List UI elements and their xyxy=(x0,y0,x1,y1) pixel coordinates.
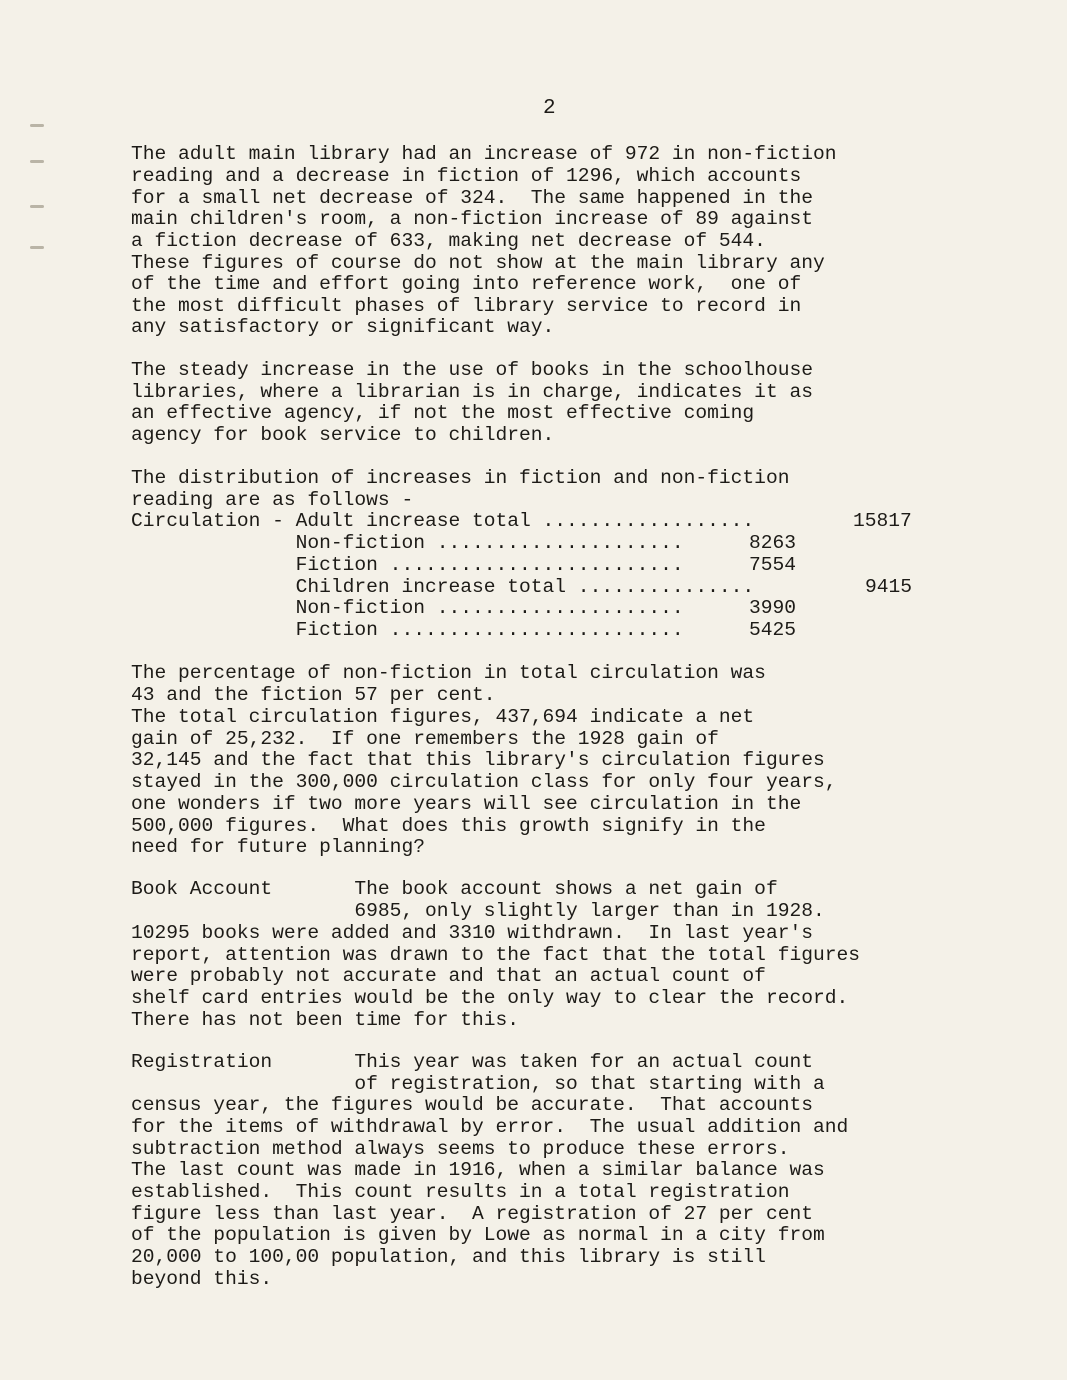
text-line: census year, the figures would be accurate. That accounts xyxy=(131,1094,813,1116)
text-line: the most difficult phases of library service to record in xyxy=(131,295,802,317)
text-line: established. This count results in a total registration xyxy=(131,1181,790,1203)
text-line: were probably not accurate and that an actual count of xyxy=(131,965,766,987)
table-total: 15817 xyxy=(853,510,912,532)
text-line: report, attention was drawn to the fact that the total figures xyxy=(131,944,861,966)
text-line: for a small net decrease of 324. The same happened in the xyxy=(131,187,813,209)
table-subvalue: 7554 xyxy=(749,554,797,576)
table-subvalue: 8263 xyxy=(749,532,797,554)
text-line: There has not been time for this. xyxy=(131,1009,520,1031)
text-line: an effective agency, if not the most effective coming xyxy=(131,402,755,424)
table-subvalue: 3990 xyxy=(749,597,797,619)
text-line: need for future planning? xyxy=(131,836,425,858)
text-line: figure less than last year. A registration of 27 per cent xyxy=(131,1203,813,1225)
text-line: shelf card entries would be the only way to clear the record. xyxy=(131,987,849,1009)
text-line: reading and a decrease in fiction of 1296, which accounts xyxy=(131,165,802,187)
table-row-label: Fiction ......................... xyxy=(131,619,684,641)
text-line: 10295 books were added and 3310 withdrawn. In last year's xyxy=(131,922,813,944)
text-line: reading are as follows - xyxy=(131,489,414,511)
text-line: 43 and the fiction 57 per cent. xyxy=(131,684,496,706)
table-row-label: Fiction ......................... xyxy=(131,554,684,576)
text-line: 6985, only slightly larger than in 1928. xyxy=(131,900,825,922)
table-total: 9415 xyxy=(865,576,913,598)
text-line: Book Account The book account shows a net gain of xyxy=(131,878,778,900)
text-line: The steady increase in the use of books in the schoolhouse xyxy=(131,359,813,381)
text-line: The adult main library had an increase of 972 in non-fiction xyxy=(131,143,837,165)
text-line: of the time and effort going into reference work, one of xyxy=(131,273,802,295)
text-line: one wonders if two more years will see circulation in the xyxy=(131,793,802,815)
text-line: for the items of withdrawal by error. The usual addition and xyxy=(131,1116,849,1138)
table-row-label: Non-fiction ..................... xyxy=(131,597,684,619)
text-line: gain of 25,232. If one remembers the 1928 gain of xyxy=(131,728,719,750)
table-row-label: Children increase total ............... xyxy=(131,576,755,598)
text-line: 500,000 figures. What does this growth signify in the xyxy=(131,815,766,837)
text-line: agency for book service to children. xyxy=(131,424,555,446)
text-line: any satisfactory or significant way. xyxy=(131,316,555,338)
table-subvalue: 5425 xyxy=(749,619,797,641)
text-line: The total circulation figures, 437,694 indicate a net xyxy=(131,706,755,728)
text-line: of the population is given by Lowe as normal in a city from xyxy=(131,1224,825,1246)
text-line: The last count was made in 1916, when a similar balance was xyxy=(131,1159,825,1181)
text-line: stayed in the 300,000 circulation class for only four years, xyxy=(131,771,837,793)
text-line: The distribution of increases in fiction and non-fiction xyxy=(131,467,790,489)
text-line: of registration, so that starting with a xyxy=(131,1073,825,1095)
text-line: Registration This year was taken for an actual count xyxy=(131,1051,813,1073)
text-line: libraries, where a librarian is in charge, indicates it as xyxy=(131,381,813,403)
text-line: subtraction method always seems to produce these errors. xyxy=(131,1138,790,1160)
page-number: 2 xyxy=(543,97,556,120)
text-line: 20,000 to 100,00 population, and this library is still xyxy=(131,1246,766,1268)
text-line: main children's room, a non-fiction increase of 89 against xyxy=(131,208,813,230)
text-line: These figures of course do not show at the main library any xyxy=(131,252,825,274)
text-line: The percentage of non-fiction in total circulation was xyxy=(131,662,766,684)
table-row-label: Non-fiction ..................... xyxy=(131,532,684,554)
table-row-label: Circulation - Adult increase total .................. xyxy=(131,510,755,532)
text-line: a fiction decrease of 633, making net decrease of 544. xyxy=(131,230,766,252)
text-line: 32,145 and the fact that this library's circulation figures xyxy=(131,749,825,771)
text-line: beyond this. xyxy=(131,1268,273,1290)
